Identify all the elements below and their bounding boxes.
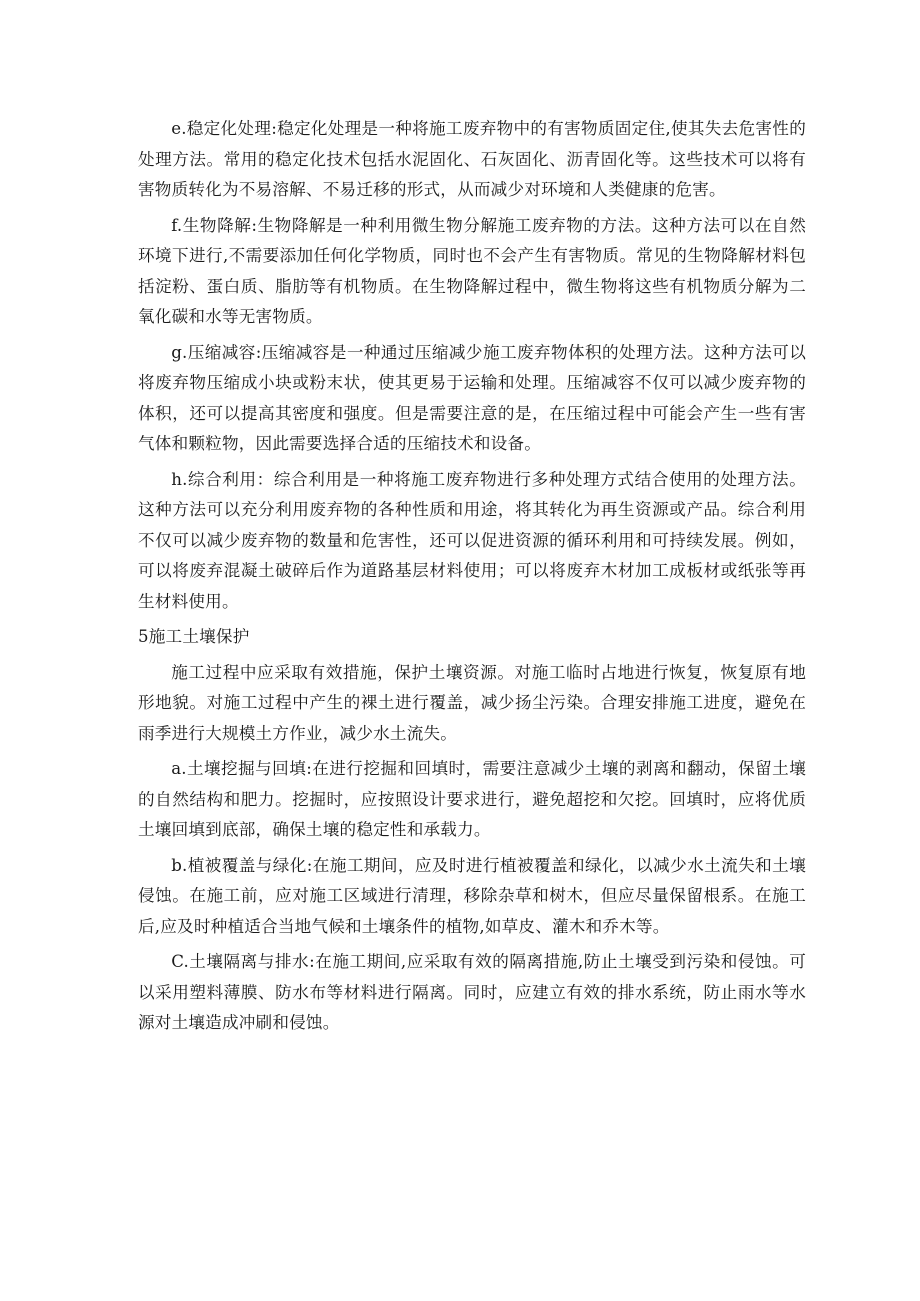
paragraph-soil-excavation: a.土壤挖掘与回填:在进行挖掘和回填时，需要注意减少土壤的剥离和翻动，保留土壤的自然结构和肥力。挖掘时，应按照设计要求进行，避免超挖和欠挖。回填时，应将优质土壤回填到底部，确保土壤的稳定性和承载力。 <box>138 759 806 839</box>
section-heading-soil-protection: 5施工土壤保护 <box>138 627 250 646</box>
paragraph-soil-isolation: C.土壤隔离与排水:在施工期间,应采取有效的隔离措施,防止土壤受到污染和侵蚀。可以采用塑料薄膜、防水布等材料进行隔离。同时，应建立有效的排水系统，防止雨水等水源对土壤造成冲刷和侵蚀。 <box>138 952 806 1032</box>
paragraph-soil-intro: 施工过程中应采取有效措施，保护土壤资源。对施工临时占地进行恢复，恢复原有地形地貌。对施工过程中产生的裸土进行覆盖，减少扬尘污染。合理安排施工进度，避免在雨季进行大规模土方作业，减少水土流失。 <box>138 662 806 743</box>
paragraph-compression: g.压缩减容:压缩减容是一种通过压缩减少施工废弃物体积的处理方法。这种方法可以将废弃物压缩成小块或粉末状，使其更易于运输和处理。压缩减容不仅可以减少废弃物的体积，还可以提高其密度和强度。但是需要注意的是，在压缩过程中可能会产生一些有害气体和颗粒物，因此需要选择合适的压缩技术和设备。 <box>138 342 806 453</box>
paragraph-stabilization: e.稳定化处理:稳定化处理是一种将施工废弃物中的有害物质固定住,使其失去危害性的处理方法。常用的稳定化技术包括水泥固化、石灰固化、沥青固化等。这些技术可以将有害物质转化为不易溶解、不易迁移的形式，从而减少对环境和人类健康的危害。 <box>138 119 806 199</box>
document-body <box>138 114 806 1044</box>
paragraph-comprehensive-use: h.综合利用：综合利用是一种将施工废弃物进行多种处理方式结合使用的处理方法。这种方法可以充分利用废弃物的各种性质和用途，将其转化为再生资源或产品。综合利用不仅可以减少废弃物的数量和危害性，还可以促进资源的循环利用和可持续发展。例如，可以将废弃混凝土破碎后作为道路基层材料使用；可以将废弃木材加工成板材或纸张等再生材料使用。 <box>138 469 806 611</box>
paragraph-biodegradation: f.生物降解:生物降解是一种利用微生物分解施工废弃物的方法。这种方法可以在自然环境下进行,不需要添加任何化学物质，同时也不会产生有害物质。常见的生物降解材料包括淀粉、蛋白质、脂肪等有机物质。在生物降解过程中，微生物将这些有机物质分解为二氧化碳和水等无害物质。 <box>138 215 806 326</box>
paragraph-vegetation: b.植被覆盖与绿化:在施工期间，应及时进行植被覆盖和绿化，以减少水土流失和土壤侵蚀。在施工前，应对施工区域进行清理，移除杂草和树木，但应尽量保留根系。在施工后,应及时种植适合当地气候和土壤条件的植物,如草皮、灌木和乔木等。 <box>138 855 806 936</box>
